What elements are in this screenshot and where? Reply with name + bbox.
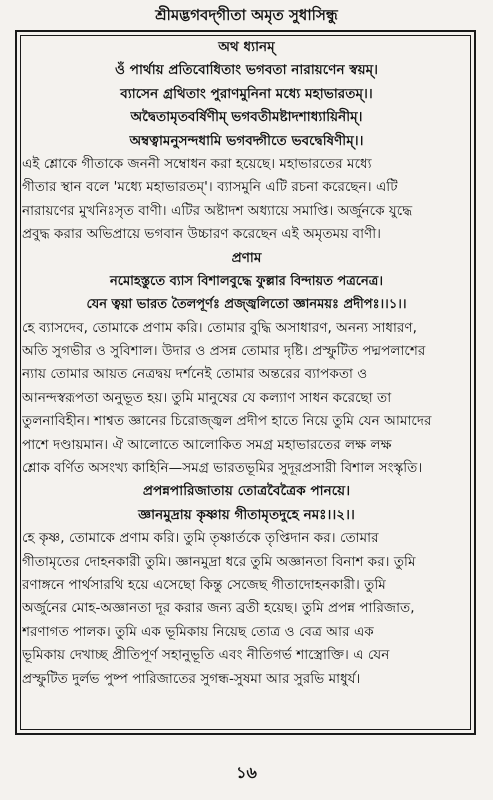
text-line: হে কৃষ্ণ, তোমাকে প্রণাম করি। তুমি তৃষ্ণার্তকে তৃপ্তিদান কর। তোমার	[22, 530, 379, 547]
text-line: শরণাগত পালক। তুমি এক ভূমিকায় নিয়েছ তোত্র ও বেত্র আর এক	[22, 623, 374, 640]
text-line: নারায়ণের মুখনিঃসৃত বাণী। এটির অষ্টাদশ অধ্যায়ে সমাপ্তি। অর্জুনকে যুদ্ধে	[22, 202, 413, 219]
text-line: যেন ত্বয়া ভারত তৈলপূর্ণঃ প্রজ্জ্বলিতো জ্ঞানময়ঃ প্রদীপঃ।।১।।	[86, 297, 407, 313]
text-line: অতি সুগভীর ও সুবিশাল। উদার ও প্রসন্ন তোমার দৃষ্টি। প্রস্ফুটিত পদ্মপলাশের	[22, 343, 426, 360]
text-line: গীতার স্থান বলে 'মধ্যে মহাভারতম্‌'। ব্যাসমুনি এটি রচনা করেছেন। এটি	[22, 179, 398, 196]
text-line: অদ্বৈতামৃতবর্ষিণীম্‌ ভগবতীমষ্টাদশাধ্যায়িনীম্‌।	[130, 109, 363, 126]
text-line: অর্জুনের মোহ-অজ্ঞানতা দূর করার জন্য ব্রতী হয়েছ। তুমি প্রপন্ন পারিজাত,	[22, 600, 415, 617]
text-line: জ্ঞানমুদ্রায় কৃষ্ণায় গীতামৃতদুহে নমঃ।।২।।	[138, 506, 355, 523]
text-line: প্রপন্নপারিজাতায় তোত্রবৈত্রৈক পানয়ে।	[142, 483, 351, 500]
text-line: রণাঙ্গনে পার্থসারথি হয়ে এসেছো কিন্তু সেজেছ গীতাদোহনকারী। তুমি	[22, 576, 386, 593]
text-line: ভূমিকায় দেখাচ্ছ প্রীতিপূর্ণ সহানুভূতি এবং নীতিগর্ভ শাস্ত্রোক্তি। এ যেন	[22, 647, 390, 664]
text-line: নমোহস্তুতে ব্যাস বিশালবুদ্ধে ফুল্লার বিন্দায়ত পত্রনেত্র।	[109, 273, 383, 289]
text-line: গীতামৃতের দোহনকারী তুমি। জ্ঞানমুদ্রা ধরে তুমি অজ্ঞানতা বিনাশ কর। তুমি	[22, 553, 416, 570]
text-line: এই শ্লোকে গীতাকে জননী সম্বোধন করা হয়েছে। মহাভারতের মধ্যে	[22, 155, 372, 172]
page-number: ১৬	[236, 763, 257, 782]
text-line: ন্যায় তোমার আয়ত নেত্রদ্বয় দর্শনেই তোমার অন্তরের ব্যাপকতা ও	[22, 366, 368, 383]
page-body	[22, 36, 471, 691]
text-line: শ্লোক বর্ণিত অসংখ্য কাহিনি—সমগ্র ভারতভূমির সুদূরপ্রসারী বিশাল সংস্কৃতি।	[22, 460, 423, 477]
text-line: আনন্দস্বরূপতা অনুভূত হয়। তুমি মানুষের যে কল্যাণ সাধন করেছো তা	[22, 389, 392, 406]
text-line: হে ব্যাসদেব, তোমাকে প্রণাম করি। তোমার বুদ্ধি অসাধারণ, অনন্য সাধারণ,	[22, 319, 417, 336]
text-line: তুলনাবিহীন। শাশ্বত জ্ঞানের চিরোজ্জ্বল প্রদীপ হাতে নিয়ে তুমি যেন আমাদের	[22, 413, 432, 430]
text-line: প্রণাম	[231, 249, 262, 266]
text-line: প্রবুদ্ধ করার অভিপ্রায়ে ভগবান উচ্চারণ করেছেন এই অমৃতময় বাণী।	[22, 226, 382, 243]
text-line: অথ ধ্যানম্‌	[218, 39, 275, 55]
running-header: শ্রীমদ্ভগবদ্‌গীতা অমৃত সুধাসিন্ধু	[155, 6, 338, 24]
text-line: প্রস্ফুটিত দুর্লভ পুষ্প পারিজাতের সুগন্ধ-সুষমা আর সুরভি মাধুর্য।	[22, 670, 361, 687]
text-line: ওঁ পার্থায় প্রতিবোধিতাং ভগবতা নারায়ণেন স্বয়ম্‌।	[114, 62, 378, 79]
text-line: পাশে দণ্ডায়মান। ঐ আলোতে আলোকিত সমগ্র মহাভারতের লক্ষ লক্ষ	[22, 436, 392, 453]
text-line: অম্বত্বামনুসন্দধামি ভগবদ্গীতে ভবদ্বেষিণীম্‌।।	[129, 132, 364, 149]
text-line: ব্যাসেন গ্রথিতাং পুরাণমুনিনা মধ্যে মহাভারতম্‌।।	[120, 85, 373, 102]
